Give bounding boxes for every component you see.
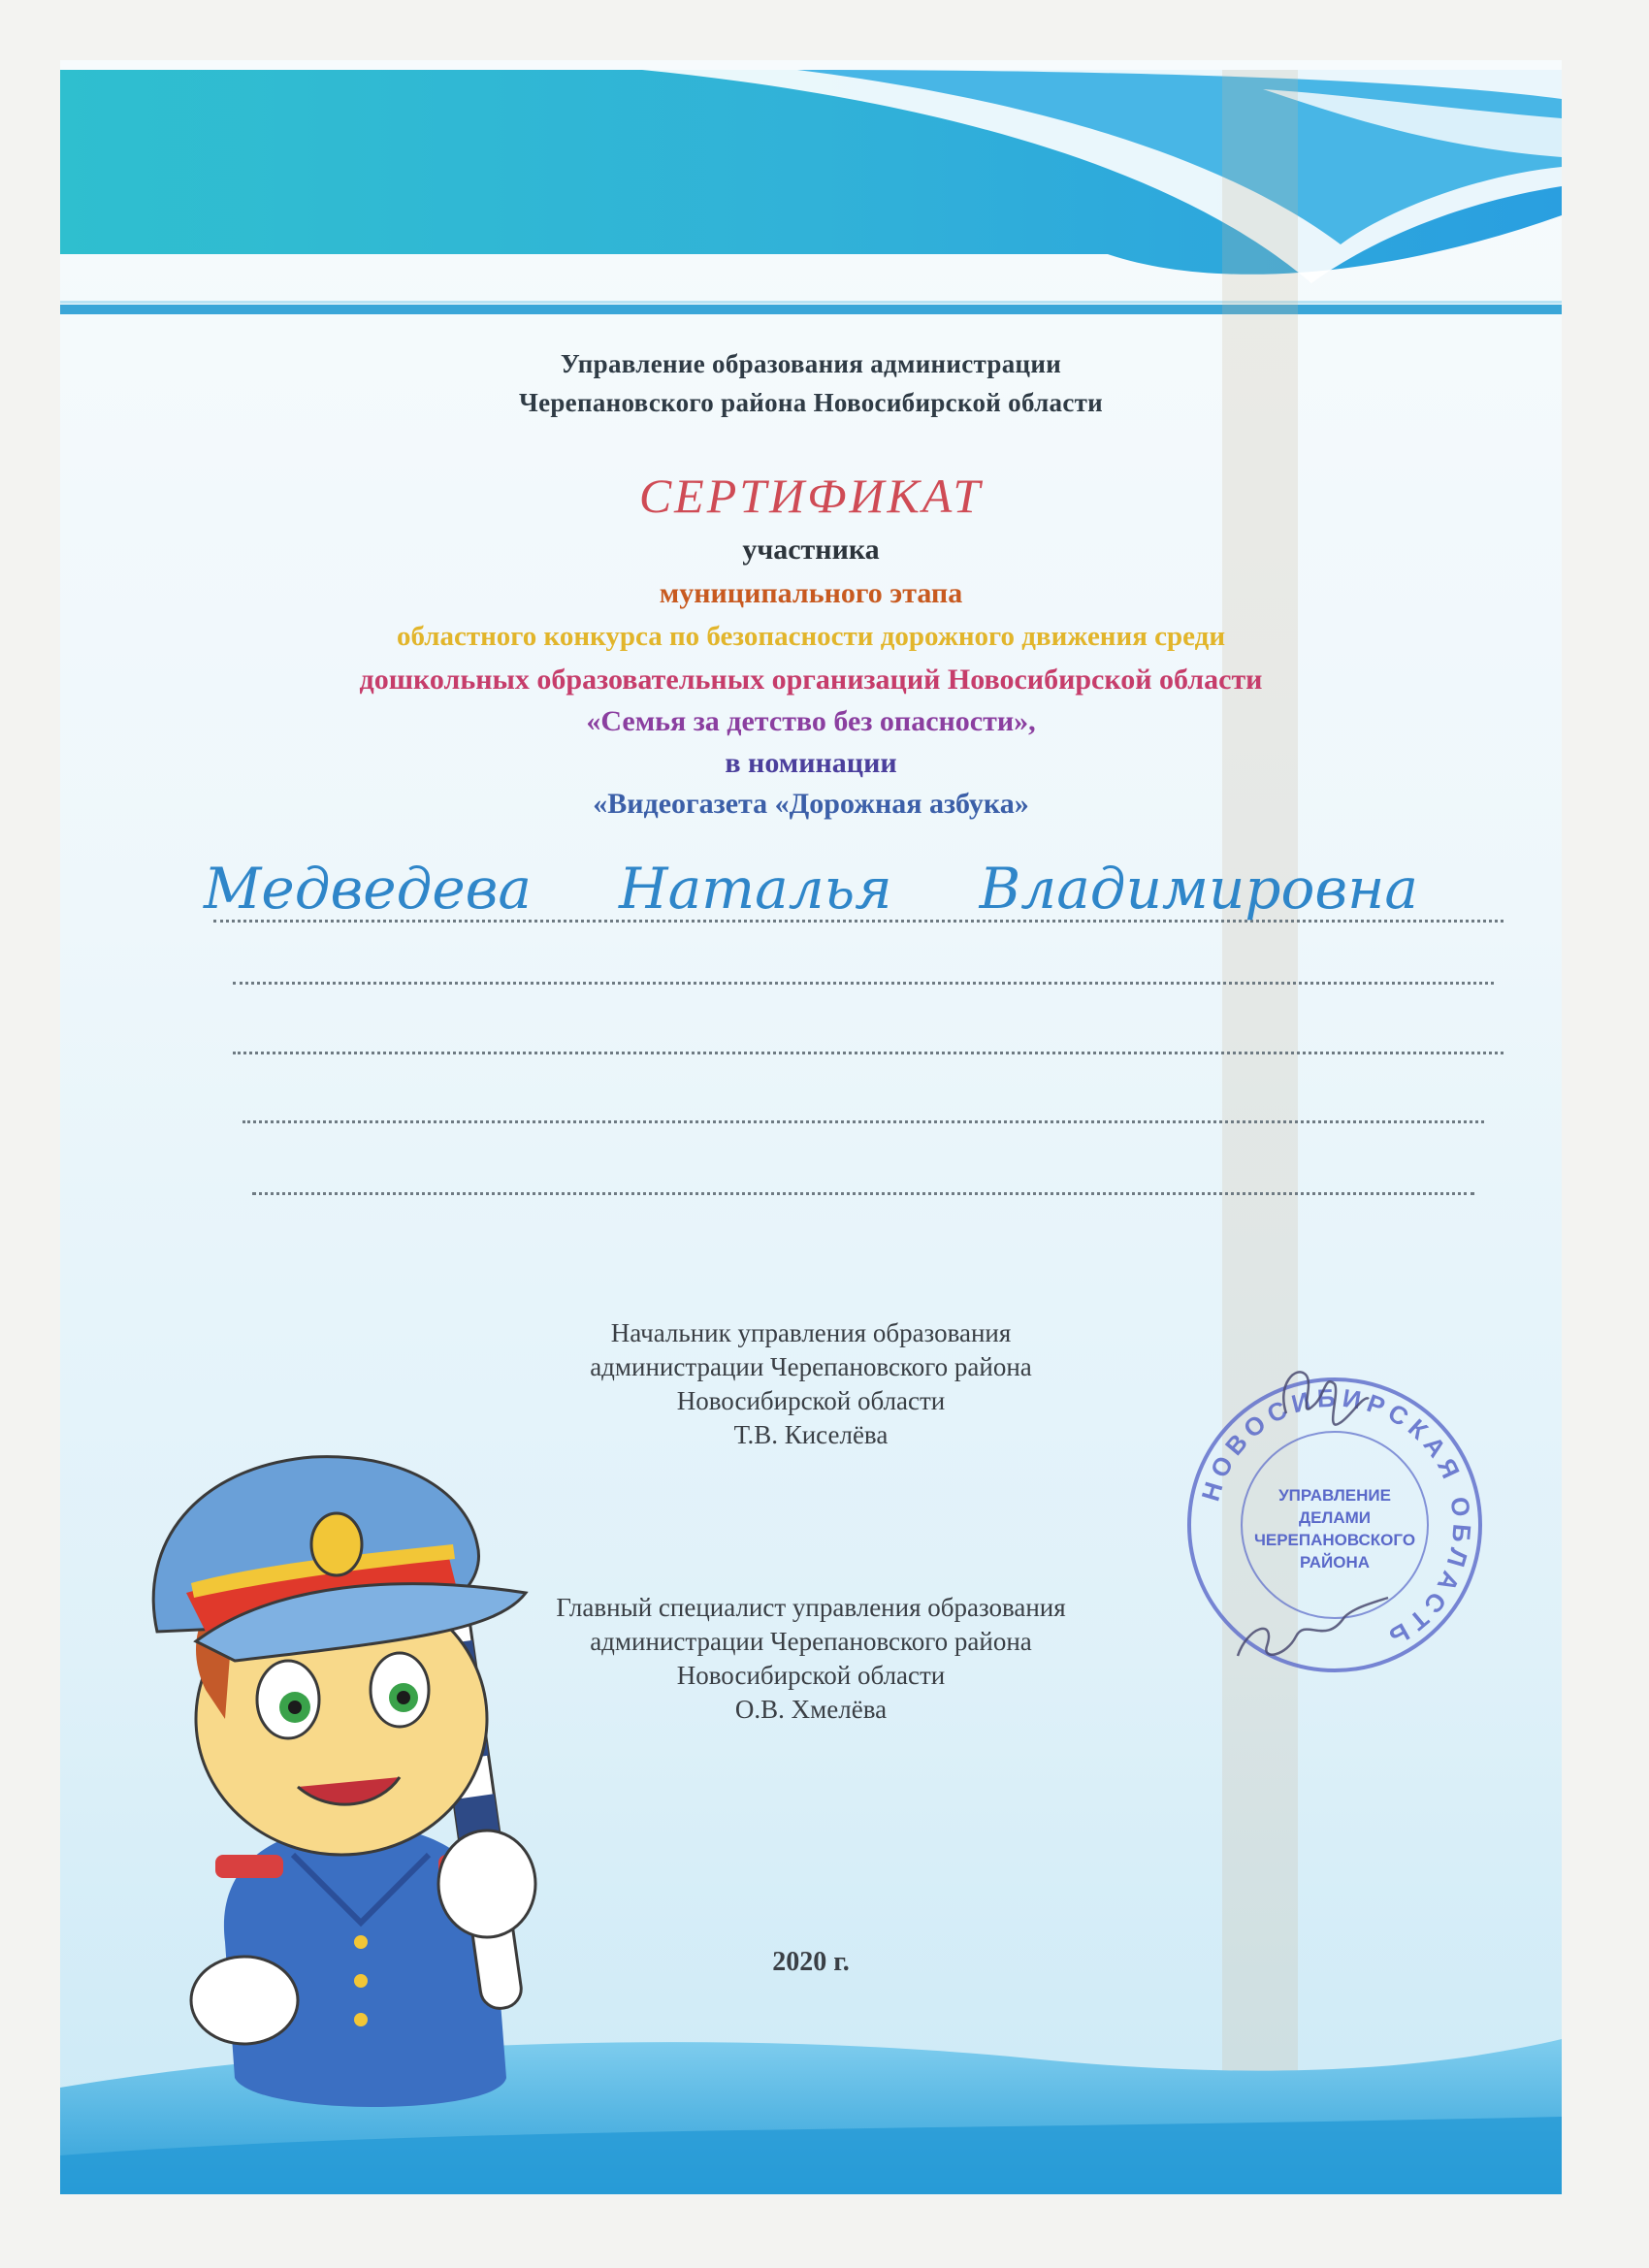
certificate-year: 2020 г. — [772, 1947, 850, 1977]
dotted-line — [233, 1052, 1504, 1054]
signatory-specialist-position: Главный специалист управления образования — [556, 1593, 1066, 1622]
dotted-line — [242, 1120, 1484, 1123]
stamp-line-4: РАЙОНА — [1299, 1553, 1371, 1571]
signatory-head-department: администрации Черепановского района — [590, 1352, 1032, 1381]
organizations-line: дошкольных образовательных организаций Новосибирской области — [359, 664, 1263, 696]
stamp-line-2: ДЕЛАМИ — [1298, 1508, 1372, 1527]
organization-line-2: Черепановского района Новосибирской области — [518, 388, 1104, 417]
signatory-specialist-region: Новосибирской области — [676, 1661, 946, 1690]
signatory-head-position: Начальник управления образования — [610, 1318, 1012, 1347]
stamp-ring-text: НОВОСИБИРСКАЯ ОБЛАСТЬ — [1195, 1382, 1477, 1655]
signatory-specialist-name: О.В. Хмелёва — [734, 1695, 888, 1724]
certificate-title: СЕРТИФИКАТ — [638, 469, 984, 523]
recipient-first-name: Наталья — [619, 856, 892, 922]
official-stamp — [1180, 1365, 1490, 1675]
contest-name-line: «Семья за детство без опасности», — [586, 705, 1036, 737]
participant-line: участника — [742, 534, 880, 566]
recipient-name — [60, 856, 1562, 922]
certificate-sheet — [60, 60, 1562, 2194]
stage-line: муниципального этапа — [659, 577, 963, 609]
recipient-surname: Медведева — [204, 856, 533, 922]
nomination-line: в номинации — [725, 747, 897, 779]
signatory-head-name: Т.В. Киселёва — [733, 1420, 889, 1449]
traffic-officer-boy-illustration — [80, 1399, 700, 2175]
organization-line-1: Управление образования администрации — [560, 349, 1062, 378]
signatory-head-region: Новосибирской области — [676, 1386, 946, 1415]
nomination-name-line: «Видеогазета «Дорожная азбука» — [593, 788, 1029, 820]
signature-specialist — [1238, 1598, 1388, 1656]
recipient-patronymic: Владимировна — [979, 856, 1418, 922]
stamp-line-3: ЧЕРЕПАНОВСКОГО — [1253, 1531, 1416, 1549]
dotted-line — [233, 982, 1494, 985]
contest-line: областного конкурса по безопасности дорожного движения среди — [396, 621, 1226, 652]
stamp-line-1: УПРАВЛЕНИЕ — [1278, 1486, 1391, 1505]
dotted-line — [252, 1192, 1474, 1195]
signatory-specialist-department: администрации Черепановского района — [590, 1627, 1032, 1656]
